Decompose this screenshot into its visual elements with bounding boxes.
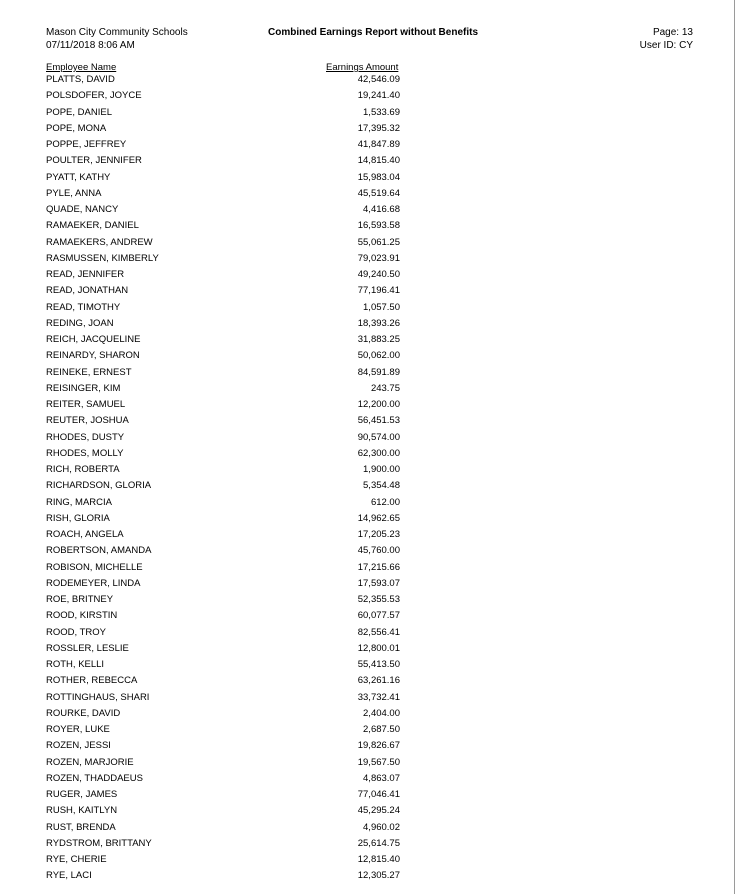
table-row — [0, 724, 738, 740]
employee-name-cell: REUTER, JOSHUA — [46, 415, 129, 427]
earnings-amount-cell: 25,614.75 — [357, 837, 400, 849]
earnings-amount-cell: 4,416.68 — [363, 204, 400, 215]
table-row — [0, 253, 738, 269]
table-row — [0, 139, 738, 155]
table-row — [0, 854, 738, 870]
user-id: User ID: CY — [639, 40, 693, 51]
employee-name-cell: READ, JONATHAN — [46, 285, 129, 297]
earnings-amount-cell: 14,962.65 — [357, 512, 400, 524]
table-row — [0, 562, 738, 578]
earnings-amount-cell: 243.75 — [370, 382, 400, 394]
earnings-amount-cell: 60,077.57 — [357, 610, 400, 622]
earnings-amount-cell: 90,574.00 — [357, 431, 400, 443]
earnings-amount-cell: 45,295.24 — [357, 805, 400, 817]
employee-name-cell: POPPE, JEFFREY — [46, 139, 127, 150]
table-row — [0, 838, 738, 854]
report-datetime: 07/11/2018 8:06 AM — [46, 40, 135, 51]
page-number: Page: 13 — [652, 27, 693, 38]
table-row — [0, 870, 738, 886]
employee-name-cell: ROACH, ANGELA — [46, 529, 124, 540]
employee-name-cell: QUADE, NANCY — [46, 204, 119, 215]
employee-name-cell: REICH, JACQUELINE — [46, 334, 141, 345]
employee-name-cell: ROTHER, REBECCA — [46, 675, 138, 687]
column-header-employee-name: Employee Name — [46, 62, 117, 73]
table-row — [0, 627, 738, 643]
earnings-amount-cell: 42,546.09 — [357, 74, 400, 85]
employee-name-cell: PLATTS, DAVID — [46, 74, 115, 85]
earnings-amount-cell: 33,732.41 — [357, 691, 400, 703]
table-row — [0, 545, 738, 561]
employee-name-cell: RISH, GLORIA — [46, 512, 110, 524]
table-row — [0, 805, 738, 821]
earnings-amount-cell: 12,305.27 — [357, 870, 400, 882]
earnings-amount-cell: 45,519.64 — [357, 187, 400, 199]
earnings-amount-cell: 17,593.07 — [357, 577, 400, 589]
earnings-amount-cell: 18,393.26 — [357, 317, 400, 329]
employee-name-cell: REITER, SAMUEL — [46, 399, 126, 410]
report-header-left — [46, 26, 188, 52]
table-row — [0, 269, 738, 285]
earnings-amount-cell: 77,196.41 — [357, 285, 400, 297]
table-row — [0, 74, 738, 90]
table-row — [0, 155, 738, 171]
employee-name-cell: RING, MARCIA — [46, 496, 112, 508]
employee-name-cell: RHODES, DUSTY — [46, 431, 125, 443]
earnings-amount-cell: 12,800.01 — [357, 642, 400, 654]
employee-name-cell: ROOD, KIRSTIN — [46, 610, 118, 622]
table-row — [0, 448, 738, 464]
table-row — [0, 480, 738, 496]
table-row — [0, 822, 738, 838]
earnings-amount-cell: 12,200.00 — [357, 399, 400, 410]
earnings-amount-cell: 55,061.25 — [357, 236, 400, 248]
table-row — [0, 383, 738, 399]
earnings-amount-cell: 12,815.40 — [357, 854, 400, 865]
earnings-table — [0, 74, 738, 887]
employee-name-cell: RUSH, KAITLYN — [46, 805, 118, 817]
employee-name-cell: PYLE, ANNA — [46, 187, 102, 199]
table-row — [0, 773, 738, 789]
earnings-amount-cell: 41,847.89 — [357, 139, 400, 150]
earnings-amount-cell: 62,300.00 — [357, 447, 400, 459]
earnings-amount-cell: 612.00 — [370, 496, 400, 508]
table-row — [0, 610, 738, 626]
employee-name-cell: RODEMEYER, LINDA — [46, 577, 141, 589]
earnings-amount-cell: 77,046.41 — [357, 789, 400, 800]
table-row — [0, 432, 738, 448]
employee-name-cell: RUGER, JAMES — [46, 789, 118, 800]
employee-name-cell: POULTER, JENNIFER — [46, 155, 142, 167]
earnings-amount-cell: 17,205.23 — [357, 529, 400, 540]
table-row — [0, 415, 738, 431]
employee-name-cell: ROURKE, DAVID — [46, 707, 121, 719]
employee-name-cell: READ, TIMOTHY — [46, 301, 121, 313]
table-row — [0, 740, 738, 756]
employee-name-cell: ROBISON, MICHELLE — [46, 561, 143, 573]
earnings-amount-cell: 1,057.50 — [363, 301, 400, 313]
earnings-amount-cell: 14,815.40 — [357, 155, 400, 167]
employee-name-cell: POLSDOFER, JOYCE — [46, 90, 142, 102]
employee-name-cell: ROE, BRITNEY — [46, 594, 114, 605]
column-header-earnings-amount: Earnings Amount — [326, 62, 399, 73]
employee-name-cell: ROBERTSON, AMANDA — [46, 545, 152, 557]
employee-name-cell: READ, JENNIFER — [46, 269, 125, 280]
earnings-amount-cell: 4,960.02 — [363, 821, 400, 833]
employee-name-cell: REDING, JOAN — [46, 317, 114, 329]
table-row — [0, 237, 738, 253]
earnings-amount-cell: 19,241.40 — [357, 90, 400, 102]
earnings-amount-cell: 1,533.69 — [363, 106, 400, 118]
table-row — [0, 318, 738, 334]
employee-name-cell: ROZEN, THADDAEUS — [46, 772, 143, 784]
table-row — [0, 350, 738, 366]
earnings-amount-cell: 56,451.53 — [357, 415, 400, 427]
earnings-amount-cell: 2,687.50 — [363, 724, 400, 735]
employee-name-cell: RHODES, MOLLY — [46, 447, 124, 459]
employee-name-cell: ROSSLER, LESLIE — [46, 642, 129, 654]
table-row — [0, 708, 738, 724]
employee-name-cell: RUST, BRENDA — [46, 821, 116, 833]
earnings-amount-cell: 4,863.07 — [363, 772, 400, 784]
earnings-amount-cell: 19,567.50 — [357, 756, 400, 768]
table-row — [0, 675, 738, 691]
table-row — [0, 188, 738, 204]
table-row — [0, 172, 738, 188]
earnings-amount-cell: 2,404.00 — [363, 707, 400, 719]
report-title: Combined Earnings Report without Benefits — [268, 27, 479, 38]
table-row — [0, 204, 738, 220]
earnings-amount-cell: 17,215.66 — [357, 561, 400, 573]
table-row — [0, 302, 738, 318]
employee-name-cell: REISINGER, KIM — [46, 382, 121, 394]
employee-name-cell: RYDSTROM, BRITTANY — [46, 837, 152, 849]
earnings-amount-cell: 84,591.89 — [357, 366, 400, 378]
employee-name-cell: RYE, LACI — [46, 870, 92, 882]
earnings-amount-cell: 15,983.04 — [357, 171, 400, 183]
earnings-amount-cell: 63,261.16 — [357, 675, 400, 687]
table-row — [0, 334, 738, 350]
earnings-amount-cell: 45,760.00 — [357, 545, 400, 557]
table-row — [0, 220, 738, 236]
earnings-amount-cell: 49,240.50 — [357, 269, 400, 280]
table-row — [0, 659, 738, 675]
table-row — [0, 692, 738, 708]
employee-name-cell: RYE, CHERIE — [46, 854, 107, 865]
employee-name-cell: ROTH, KELLI — [46, 659, 105, 670]
earnings-amount-cell: 1,900.00 — [363, 464, 400, 475]
table-row — [0, 513, 738, 529]
employee-name-cell: RASMUSSEN, KIMBERLY — [46, 252, 159, 264]
table-row — [0, 285, 738, 301]
table-row — [0, 367, 738, 383]
employee-name-cell: ROYER, LUKE — [46, 724, 110, 735]
employee-name-cell: ROOD, TROY — [46, 626, 106, 638]
employee-name-cell: REINEKE, ERNEST — [46, 366, 132, 378]
table-row — [0, 399, 738, 415]
earnings-amount-cell: 17,395.32 — [357, 122, 400, 134]
employee-name-cell: ROZEN, JESSI — [46, 740, 111, 752]
earnings-amount-cell: 82,556.41 — [357, 626, 400, 638]
employee-name-cell: ROZEN, MARJORIE — [46, 756, 134, 768]
employee-name-cell: RAMAEKERS, ANDREW — [46, 236, 153, 248]
earnings-amount-cell: 5,354.48 — [363, 480, 400, 492]
earnings-amount-cell: 16,593.58 — [357, 220, 400, 232]
table-row — [0, 497, 738, 513]
table-row — [0, 464, 738, 480]
employee-name-cell: RAMAEKER, DANIEL — [46, 220, 139, 232]
table-row — [0, 578, 738, 594]
employee-name-cell: POPE, DANIEL — [46, 106, 112, 118]
table-row — [0, 123, 738, 139]
earnings-amount-cell: 52,355.53 — [357, 594, 400, 605]
table-row — [0, 90, 738, 106]
table-row — [0, 757, 738, 773]
employee-name-cell: RICH, ROBERTA — [46, 464, 120, 475]
earnings-amount-cell: 50,062.00 — [357, 350, 400, 362]
employee-name-cell: RICHARDSON, GLORIA — [46, 480, 152, 492]
employee-name-cell: REINARDY, SHARON — [46, 350, 140, 362]
employee-name-cell: PYATT, KATHY — [46, 171, 111, 183]
report-header-right — [640, 26, 693, 52]
table-row — [0, 789, 738, 805]
employee-name-cell: POPE, MONA — [46, 122, 107, 134]
earnings-amount-cell: 31,883.25 — [357, 334, 400, 345]
table-row — [0, 594, 738, 610]
organization-name: Mason City Community Schools — [46, 27, 188, 38]
earnings-amount-cell: 19,826.67 — [357, 740, 400, 752]
employee-name-cell: ROTTINGHAUS, SHARI — [46, 691, 150, 703]
earnings-amount-cell: 79,023.91 — [357, 252, 400, 264]
earnings-amount-cell: 55,413.50 — [357, 659, 400, 670]
table-row — [0, 529, 738, 545]
table-row — [0, 107, 738, 123]
table-row — [0, 643, 738, 659]
